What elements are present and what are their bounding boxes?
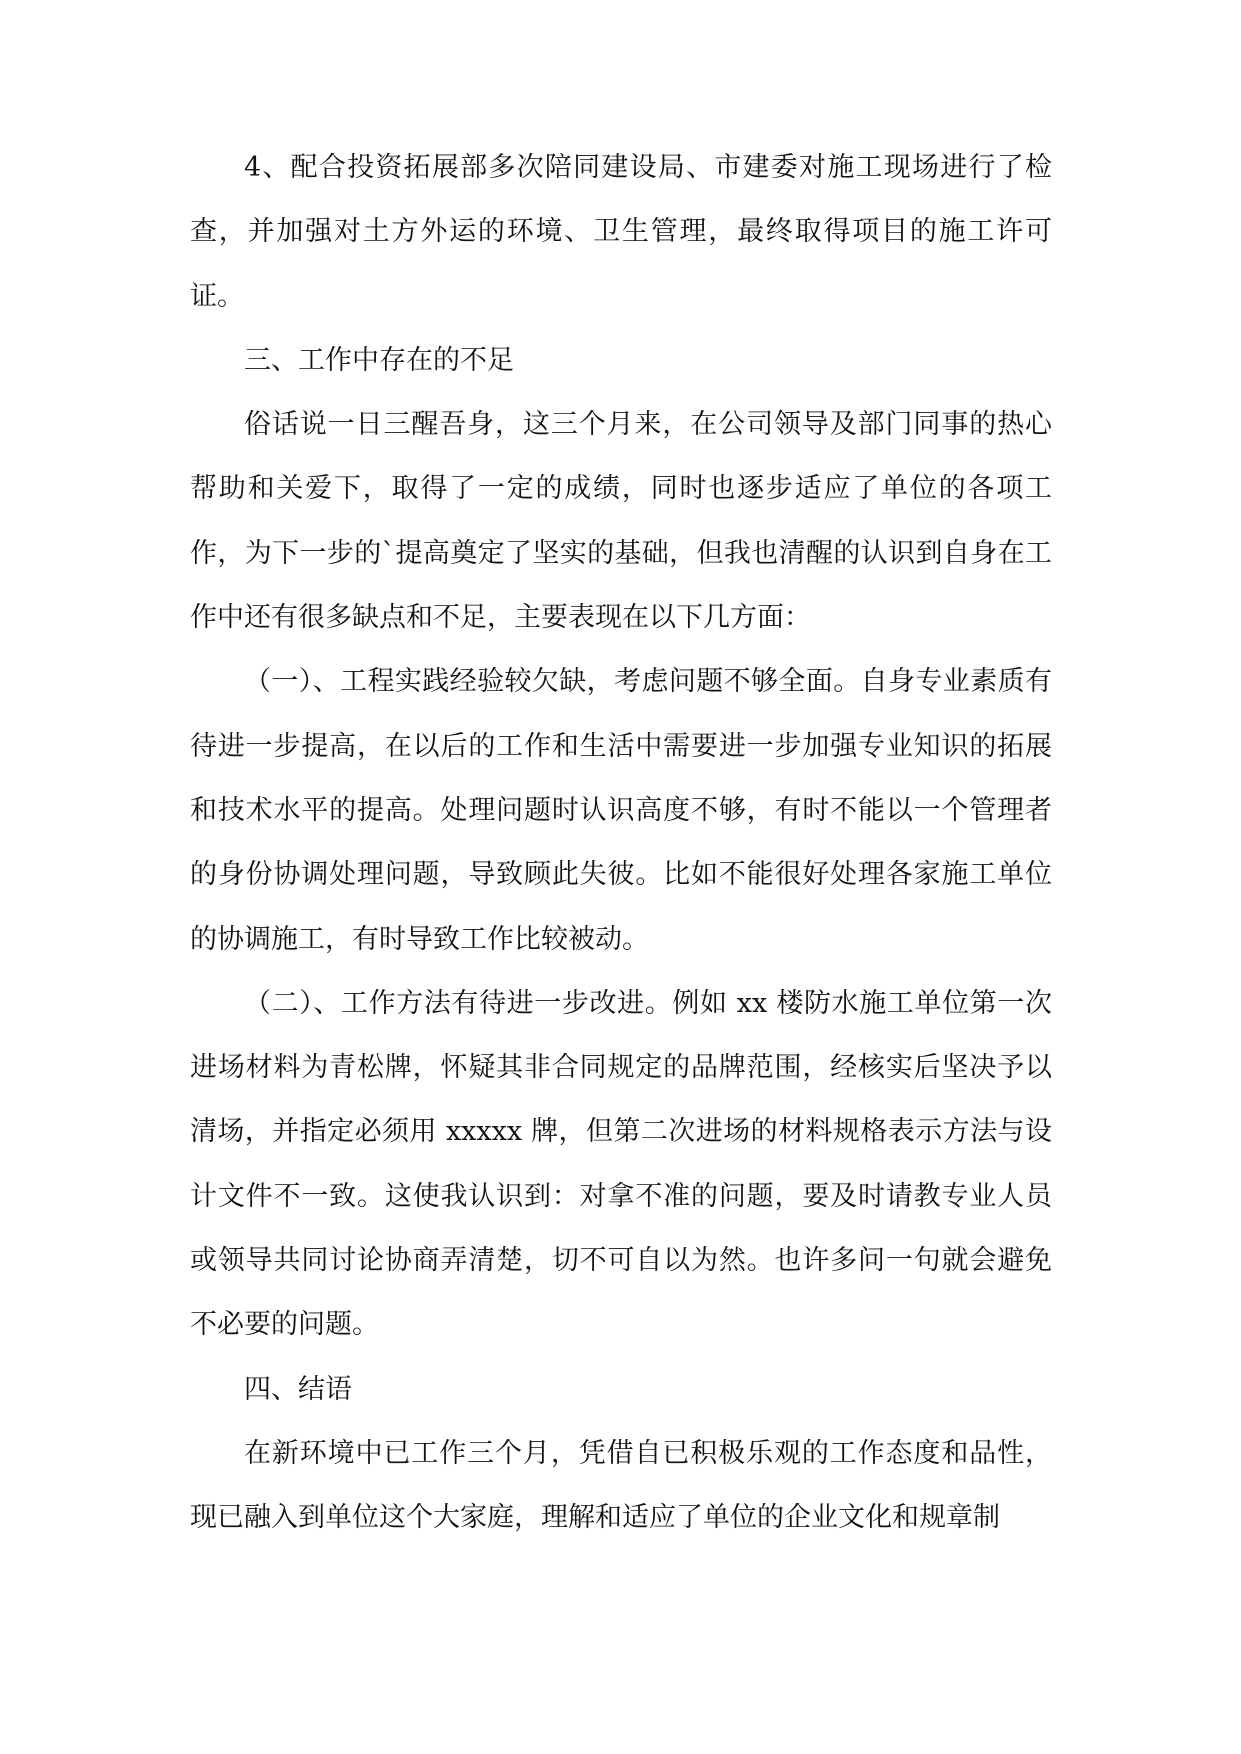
document-page bbox=[190, 136, 1052, 1551]
section-heading-conclusion: 四、结语 bbox=[244, 1373, 352, 1405]
paragraph-shortcoming-one: （一）、工程实践经验较欠缺，考虑问题不够全面。自身专业素质有待进一步提高，在以后的工作和生活中需要进一步加强专业知识的拓展和技术水平的提高。处理问题时认识高度不够，有时不能以一个管理者的身份协调处理问题，导致顾此失彼。比如不能很好处理各家施工单位的协调施工，有时导致工作比较被动。 bbox=[190, 666, 1052, 955]
section-heading-shortcomings: 三、工作中存在的不足 bbox=[244, 344, 514, 376]
paragraph-self-reflection: 俗话说一日三醒吾身，这三个月来，在公司领导及部门同事的热心帮助和关爱下，取得了一定的成绩，同时也逐步适应了单位的各项工作，为下一步的`提高奠定了坚实的基础，但我也清醒的认识到自身在工作中还有很多缺点和不足，主要表现在以下几方面： bbox=[190, 409, 1052, 634]
paragraph-shortcoming-two: （二）、工作方法有待进一步改进。例如 xx 楼防水施工单位第一次进场材料为青松牌，怀疑其非合同规定的品牌范围，经核实后坚决予以清场，并指定必须用 xxxxx 牌，但第二次进场的材料规格表示方法与设计文件不一致。这使我认识到：对拿不准的问题，要及时请教专业人员或领导共同讨论协商弄清楚，切不可自以为然。也许多问一句就会避免不必要的问题。 bbox=[190, 987, 1052, 1341]
paragraph-conclusion: 在新环境中已工作三个月，凭借自已积极乐观的工作态度和品性，现已融入到单位这个大家庭，理解和适应了单位的企业文化和规章制 bbox=[190, 1437, 1052, 1534]
paragraph-permit: 4、配合投资拓展部多次陪同建设局、市建委对施工现场进行了检查，并加强对土方外运的环境、卫生管理，最终取得项目的施工许可证。 bbox=[190, 152, 1052, 312]
